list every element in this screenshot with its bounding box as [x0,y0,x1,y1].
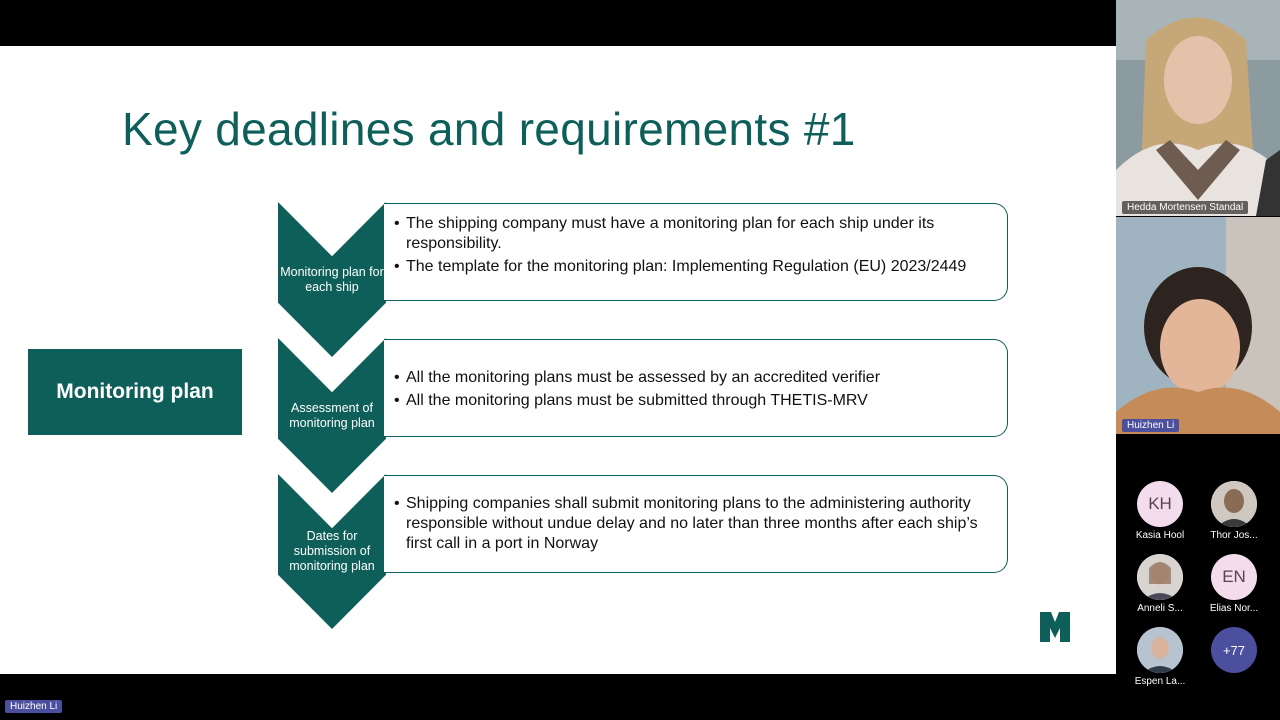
bullet-item: • All the monitoring plans must be assessed by an accredited verifier [406,368,987,388]
avatar: KH [1137,481,1183,527]
step-label-3: Dates for submission of monitoring plan [289,529,375,573]
bullet-item: • The template for the monitoring plan: Implementing Regulation (EU) 2023/2449 [406,257,987,277]
participant-name: Espen La... [1134,676,1186,687]
video-tile-hedda[interactable] [1116,0,1280,216]
bullet-item: • Shipping companies shall submit monitoring plans to the administering authority responsible without undue delay and no later than three months after each ship’s first call in a port in Norway [406,494,987,554]
avatar-photo-icon [1211,481,1257,527]
participant-tile[interactable] [1123,554,1197,614]
avatar-photo-icon [1137,627,1183,673]
self-view-name-tag: Huizhen Li [5,700,62,713]
step-info-box-1 [384,203,1008,301]
step-label-2: Assessment of monitoring plan [289,401,375,430]
bullet-item: • The shipping company must have a monitoring plan for each ship under its responsibility. [406,214,987,254]
participant-name: Elias Nor... [1209,603,1259,614]
person-video-icon [1116,0,1280,216]
more-participants-count: +77 [1211,627,1257,673]
avatar-photo-icon [1137,554,1183,600]
participant-tile[interactable] [1197,554,1271,614]
participant-tile[interactable] [1123,481,1197,541]
participant-name: Kasia Hool [1135,530,1185,541]
section-label-box: Monitoring plan [28,349,242,435]
person-video-icon [1116,217,1280,434]
brand-logo-icon [1040,612,1070,642]
video-name-tag: Huizhen Li [1122,419,1179,432]
participant-tile[interactable] [1123,627,1197,687]
participant-name: Thor Jos... [1210,530,1258,541]
video-name-tag: Hedda Mortensen Standal [1122,201,1248,214]
slide-title: Key deadlines and requirements #1 [122,103,856,155]
avatar: EN [1211,554,1257,600]
video-tile-huizhen[interactable] [1116,217,1280,434]
participant-name: Anneli S... [1137,603,1183,614]
bullet-item: • All the monitoring plans must be submitted through THETIS-MRV [406,391,987,411]
step-info-box-3 [384,475,1008,573]
step-label-1: Monitoring plan for each ship [280,265,384,294]
more-participants-button[interactable] [1197,627,1271,673]
shared-slide [0,46,1116,674]
participant-tile[interactable] [1197,481,1271,541]
step-info-box-2 [384,339,1008,437]
